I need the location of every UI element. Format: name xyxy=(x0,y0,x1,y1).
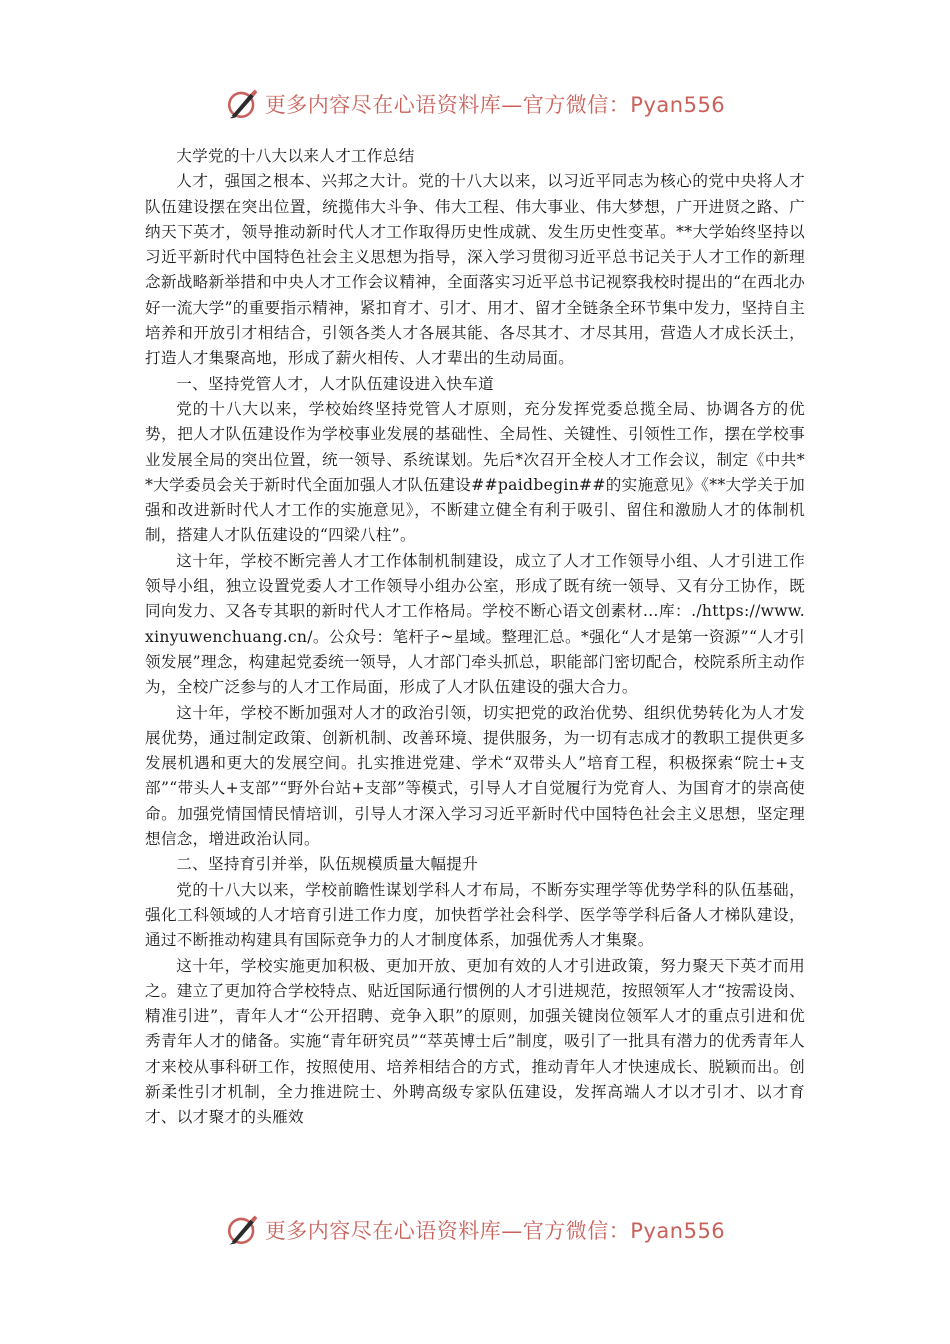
header-banner-text: 更多内容尽在心语资料库—官方微信：Pyan556 xyxy=(264,93,726,117)
footer-banner-text: 更多内容尽在心语资料库—官方微信：Pyan556 xyxy=(264,1219,726,1243)
header-banner xyxy=(0,82,950,126)
section-heading-2: 二、坚持育引并举，队伍规模质量大幅提升 xyxy=(176,855,479,874)
document-title: 大学党的十八大以来人才工作总结 xyxy=(176,147,415,165)
section-heading-1: 一、坚持党管人才，人才队伍建设进入快车道 xyxy=(176,374,495,393)
paragraph-intro: 人才，强国之根本、兴邦之大计。党的十八大以来，以习近平同志为核心的党中央将人才队伍建设摆在突出位置，统揽伟大斗争、伟大工程、伟大事业、伟大梦想，广开进贤之路、广纳天下英才，领导推动新时代人才工作取得历史性成就、发生历史性变革。**大学始终坚持以习近平新时代中国特色社会主义思想为指导，深入学习贯彻习近平总书记关于人才工作的新理念新战略新举措和中央人才工作会议精神，全面落实习近平总书记视察我校时提出的“在西北办好一流大学”的重要指示精神，紧扣育才、引才、用才、留才全链条全环节集中发力，坚持自主培养和开放引才相结合，引领各类人才各展其能、各尽其才、才尽其用，营造人才成长沃土，打造人才集聚高地，形成了薪火相传、人才辈出的生动局面。 xyxy=(145,172,805,368)
paragraph: 这十年，学校不断完善人才工作体制机制建设，成立了人才工作领导小组、人才引进工作领导小组，独立设置党委人才工作领导小组办公室，形成了既有统一领导、又有分工协作，既同向发力、又各专其职的新时代人才工作格局。学校不断心语文创素材…库：./https://www.xinyuwenchuang.cn/。公众号：笔杆子~星域。整理汇总。*强化“人才是第一资源”“人才引领发展”理念，构建起党委统一领导，人才部门牵头抓总，职能部门密切配合，校院系所主动作为，全校广泛参与的人才工作局面，形成了人才队伍建设的强大合力。 xyxy=(145,551,805,697)
paragraph: 这十年，学校不断加强对人才的政治引领，切实把党的政治优势、组织优势转化为人才发展优势，通过制定政策、创新机制、改善环境、提供服务，为一切有志成才的教职工提供更多发展机遇和更大的发展空间。扎实推进党建、学术“双带头人”培育工程，积极探索“院士+支部”“带头人+支部”“野外台站+支部”等模式，引导人才自觉履行为党育人、为国育才的崇高使命。加强党情国情民情培训，引导人才深入学习习近平新时代中国特色社会主义思想，坚定理想信念，增进政治认同。 xyxy=(145,703,805,849)
paragraph: 这十年，学校实施更加积极、更加开放、更加有效的人才引进政策，努力聚天下英才而用之。建立了更加符合学校特点、贴近国际通行惯例的人才引进规范，按照领军人才“按需设岗、精准引进”，青年人才“公开招聘、竞争入职”的原则，加强关键岗位领军人才的重点引进和优秀青年人才的储备。实施“青年研究员”“萃英博士后”制度，吸引了一批具有潜力的优秀青年人才来校从事科研工作，按照使用、培养相结合的方式，推动青年人才快速成长、脱颖而出。创新柔性引才机制，全力推进院士、外聘高级专家队伍建设，发挥高端人才以才引才、以才育才、以才聚才的头雁效 xyxy=(145,956,805,1127)
footer-banner xyxy=(0,1208,950,1252)
paragraph: 党的十八大以来，学校始终坚持党管人才原则，充分发挥党委总揽全局、协调各方的优势，把人才队伍建设作为学校事业发展的基础性、全局性、关键性、引领性工作，摆在学校事业发展全局的突出位置，统一领导、系统谋划。先后*次召开全校人才工作会议，制定《中共**大学委员会关于新时代全面加强人才队伍建设##paidbegin##的实施意见》《**大学关于加强和改进新时代人才工作的实施意见》，不断建立健全有利于吸引、留住和激励人才的体制机制，搭建人才队伍建设的“四梁八柱”。 xyxy=(145,399,805,545)
brush-logo-icon xyxy=(225,87,259,121)
brush-logo-icon xyxy=(225,1213,259,1247)
paragraph: 党的十八大以来，学校前瞻性谋划学科人才布局，不断夯实理学等优势学科的队伍基础，强化工科领域的人才培育引进工作力度，加快哲学社会科学、医学等学科后备人才梯队建设，通过不断推动构建具有国际竞争力的人才制度体系，加强优秀人才集聚。 xyxy=(145,880,805,950)
document-body xyxy=(145,144,805,1131)
